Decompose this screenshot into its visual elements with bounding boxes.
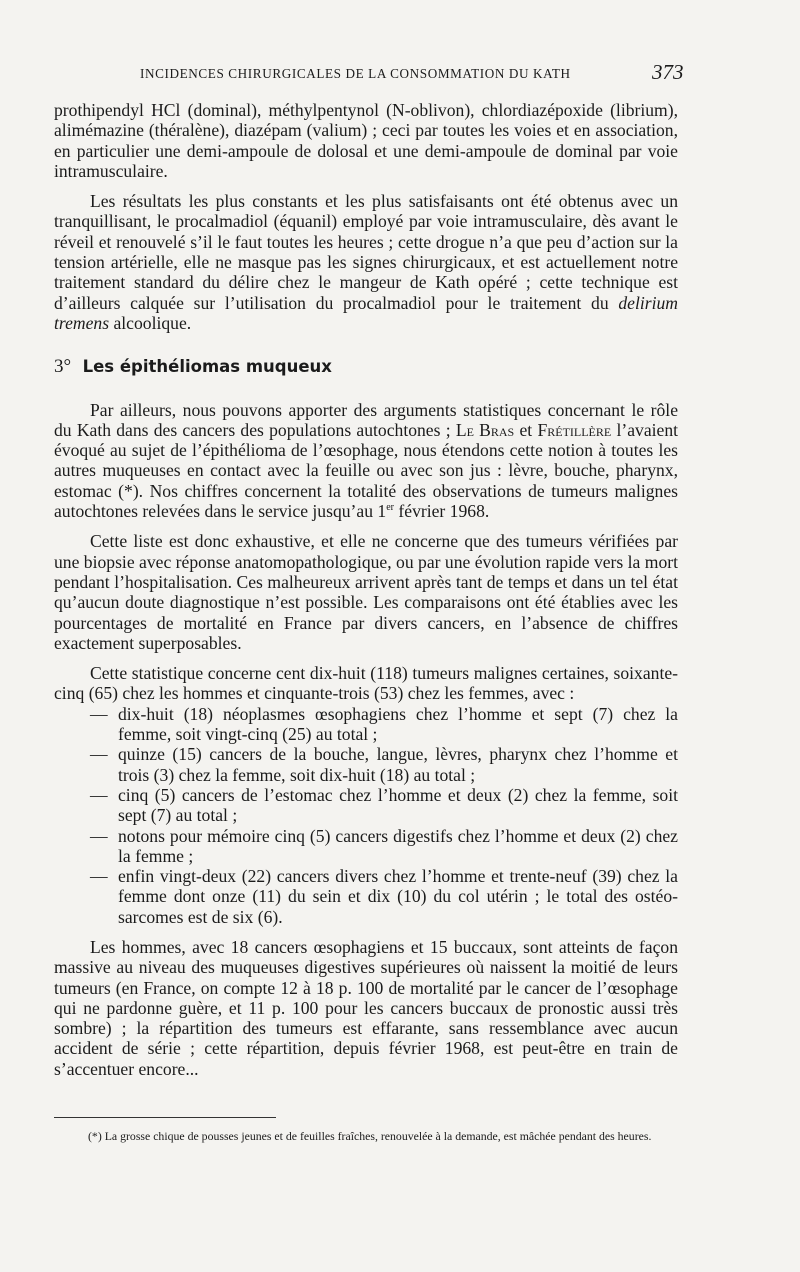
dash-marker: — — [90, 744, 108, 765]
running-header: INCIDENCES CHIRURGICALES DE LA CONSOMMATION DU KATH — [140, 66, 571, 81]
dash-marker: — — [90, 825, 108, 846]
emphasis-delirium-tremens: delirium tremens — [54, 292, 678, 333]
dash-marker: — — [90, 784, 108, 805]
list-item-text: cinq (5) cancers de l’estomac chez l’homme et deux (2) chez la femme, soit sept (7) au total ; — [118, 784, 678, 826]
date-day: 1 — [377, 501, 387, 522]
paragraph-text: l’avaient évoqué au sujet de l’épithélioma de l’œsophage, nous étendons cette notion à toutes les autres muqueuses en contact avec la feuille ou avec son jus : lèvre, bouche, pharynx, estomac (*). Nos chiffres concernent la totalité des observations de tumeurs malignes autochtones relevées dans le service jusqu’au — [54, 419, 679, 522]
paragraph-statistics-summary: Cette statistique concerne cent dix-huit (118) tumeurs malignes certaines, soixante-cinq (65) chez les hommes et cinquante-trois (53) chez les femmes, avec : — [54, 663, 678, 704]
list-item — [54, 744, 678, 785]
list-item — [54, 704, 678, 745]
paragraph-text: février 1968. — [398, 501, 490, 522]
section-number: 3° — [54, 356, 72, 378]
list-item-text: quinze (15) cancers de la bouche, langue, lèvres, pharynx chez l’homme et trois (3) chez la femme, soit dix-huit (18) au total ; — [118, 744, 678, 785]
footnote: (*) La grosse chique de pousses jeunes et de feuilles fraîches, renouvelée à la demande, est mâchée pendant des heures. — [88, 1129, 652, 1143]
list-item-text: notons pour mémoire cinq (5) cancers digestifs chez l’homme et deux (2) chez la femme ; — [118, 825, 678, 866]
section-heading — [54, 357, 678, 377]
ordinal-superscript: er — [386, 502, 394, 514]
dash-marker: — — [90, 703, 108, 724]
dash-marker: — — [90, 866, 108, 887]
author-name: Frétillère — [537, 419, 612, 440]
paragraph-drug-list: prothipendyl HCl (dominal), méthylpentynol (N-oblivon), chlordiazépoxide (librium), alimémazine (théralène), diazépam (valium) ; ceci par toutes les voies et en association, en particulier une demi-ampoule de dolosal et une demi-ampoule de dominal par voie intramusculaire. — [54, 100, 678, 181]
list-item — [54, 785, 678, 826]
page-number: 373 — [652, 60, 684, 84]
footnote-separator — [54, 1117, 276, 1118]
paragraph-procalmadiol — [54, 191, 678, 333]
paragraph-text: Les résultats les plus constants et les plus satisfaisants ont été obtenus avec un tranquillisant, le procalmadiol (équanil) employé par voie intramusculaire, dès avant le réveil et renouvelé s’il le faut toutes les heures ; cette drogue n’a que peu d’action sur la tension artérielle, elle ne masque pas les signes chirurgicaux, et est actuellement notre traitement standard du délire chez le mangeur de Kath opéré ; cette technique est d’ailleurs calquée sur l’utilisation du procalmadiol pour le traitement du — [54, 191, 678, 313]
section-title: Les épithéliomas muqueux — [82, 357, 332, 377]
paragraph-statistics-intro — [54, 400, 678, 522]
paragraph-text: alcoolique. — [113, 312, 192, 333]
author-name: Le Bras — [455, 419, 515, 440]
list-item-text: dix-huit (18) néoplasmes œsophagiens chez l’homme et sept (7) chez la femme, soit vingt-cinq (25) au total ; — [118, 703, 678, 745]
cancer-list — [54, 704, 678, 927]
paragraph-exhaustive-list: Cette liste est donc exhaustive, et elle ne concerne que des tumeurs vérifiées par une biopsie avec réponse anatomopathologique, ou par une évolution rapide vers la mort pendant l’hospitalisation. Ces malheureux arrivent après tant de temps et dans un tel état qu’aucun doute diagnostique n’est possible. Les comparaisons ont été établies avec les pourcentages de mortalité en France par divers cancers, en l’absence de chiffres exactement superposables. — [54, 531, 678, 653]
paragraph-text: et — [519, 419, 533, 440]
list-item — [54, 866, 678, 927]
list-item — [54, 826, 678, 867]
scan-speck — [200, 1094, 214, 1098]
paragraph-text: Par ailleurs, nous pouvons apporter des arguments statistiques concernant le rôle du Kath dans des cancers des populations autochtones ; — [54, 399, 678, 440]
body-text — [54, 100, 678, 1089]
paragraph-conclusion: Les hommes, avec 18 cancers œsophagiens et 15 buccaux, sont atteints de façon massive au niveau des muqueuses digestives supérieures où naissent la moitié de leurs tumeurs (en France, on compte 12 à 18 p. 100 de mortalité par le cancer de l’œsophage qui ne pardonne guère, et 11 p. 100 pour les cancers buccaux de pronostic aussi très sombre) ; la répartition des tumeurs est effarante, sans ressemblance avec aucun accident de série ; cette répartition, depuis février 1968, est peut-être en train de s’accentuer encore... — [54, 936, 678, 1079]
list-item-text: enfin vingt-deux (22) cancers divers chez l’homme et trente-neuf (39) chez la femme dont onze (11) du sein et dix (10) du col utérin ; le total des ostéo-sarcomes est de six (6). — [118, 866, 678, 927]
